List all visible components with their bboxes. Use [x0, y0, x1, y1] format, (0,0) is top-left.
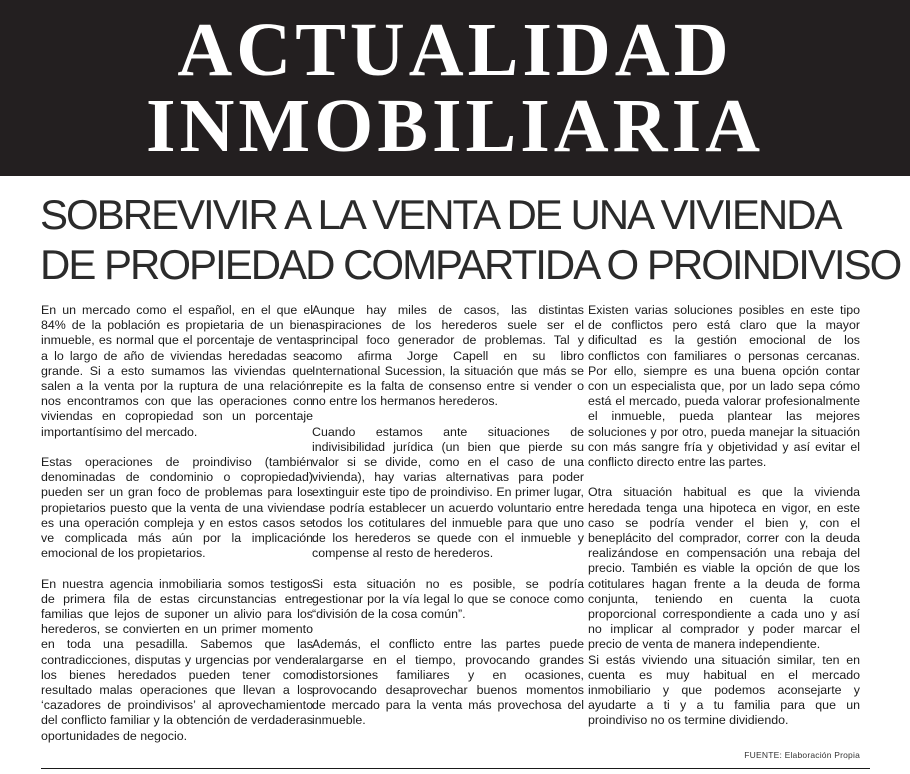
paragraph: Cuando estamos ante situaciones de indivisibilidad jurídica (un bien que pierde su valor si se divide, como en el caso de una vivienda), hay varias alternativas para poder extinguir este tipo de proindiviso. En primer lugar, se podría establecer un acuerdo voluntario entre todos los cotitulares del inmueble para que uno de los herederos se quede con el inmueble y compense al resto de herederos.: [312, 424, 584, 561]
paragraph: Si estás viviendo una situación similar, ten en cuenta es muy habitual en el mercado inmobiliario y que podemos aconsejarte y ayudarte a ti y a tu familia para que un proindiviso no os termine dividiendo.: [588, 652, 860, 728]
article-column-2: [312, 303, 584, 744]
paragraph: Existen varias soluciones posibles en este tipo de conflictos pero está claro que la mayor dificultad es la gestión emocional de los conflictos con familiares o personas cercanas. Por ello, siempre es una buena opción contar con un especialista que, por un lado sepa cómo está el mercado, pueda valorar profesionalmente el inmueble, pueda plantear las mejores soluciones y por otro, pueda manejar la situación con más sangre fría y objetividad y así evitar el conflicto directo entre las partes.: [588, 303, 860, 470]
paragraph: Aunque hay miles de casos, las distintas aspiraciones de los herederos suele ser el principal foco generador de problemas. Tal y como afirma Jorge Capell en su libro International Sucession, la situación que más se repite es la falta de consenso entre si vender o no entre los hermanos herederos.: [312, 303, 584, 409]
headline-line-2: DE PROPIEDAD COMPARTIDA O PROINDIVISO: [40, 241, 901, 288]
section-title-line-1: ACTUALIDAD: [177, 8, 733, 92]
source-credit: FUENTE: Elaboración Propia: [744, 750, 860, 760]
section-banner: [0, 0, 910, 176]
paragraph: Estas operaciones de proindiviso (también denominadas de condominio o copropiedad) pueden ser un gran foco de problemas para los propietarios puesto que la venta de una vivienda es una operación compleja y en estos casos se ve complicada más aún por la implicación emocional de los propietarios.: [41, 455, 313, 561]
article-headline: [40, 190, 900, 290]
headline-line-1: SOBREVIVIR A LA VENTA DE UNA VIVIENDA: [40, 191, 841, 238]
paragraph: Si esta situación no es posible, se podría gestionar por la vía legal lo que se conoce como “división de la cosa común”.: [312, 576, 584, 622]
paragraph: En nuestra agencia inmobiliaria somos testigos de primera fila de estas circunstancias entre familias que lejos de suponer un alivio para los herederos, se convierten en un primer momento en toda una pesadilla. Sabemos que las contradicciones, disputas y urgencias por vender los bienes heredados pueden tener como resultado malas operaciones que llevan a los ‘cazadores de proindivisos’ al aprovechamiento del conflicto familiar y la obtención de verdaderas oportunidades de negocio.: [41, 576, 313, 743]
article-column-1: [41, 303, 313, 759]
article-column-3: [588, 303, 860, 744]
paragraph: Además, el conflicto entre las partes puede alargarse en el tiempo, provocando grandes distorsiones familiares y en ocasiones, provocando desaprovechar buenos momentos de mercado para la venta más provechosa del inmueble.: [312, 637, 584, 728]
paragraph: Otra situación habitual es que la vivienda heredada tenga una hipoteca en vigor, en este caso se podría vender el bien y, con el beneplácito del comprador, correr con la deuda realizándose en compensación una rebaja del precio. También es viable la opción de que los cotitulares hagan frente a la deuda de forma conjunta, teniendo en cuenta la cuota proporcional correspondiente a cada uno y así no implicar al comprador y poder marcar el precio de venta de manera independiente.: [588, 485, 860, 652]
bottom-divider: [41, 768, 870, 769]
paragraph: En un mercado como el español, en el que el 84% de la población es propietaria de un bien inmueble, es normal que el porcentaje de ventas a lo largo de año de viviendas heredadas sea grande. Si a esto sumamos las viviendas que salen a la venta por la ruptura de una relación nos encontramos con que las operaciones con viviendas en copropiedad son un porcentaje importantísimo del mercado.: [41, 303, 313, 439]
section-title-line-2: INMOBILIARIA: [145, 84, 765, 168]
